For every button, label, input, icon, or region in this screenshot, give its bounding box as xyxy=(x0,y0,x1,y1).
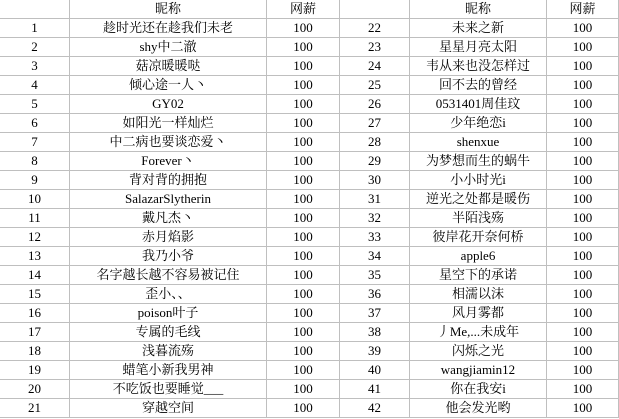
table-row xyxy=(0,342,619,361)
row-number-cell[interactable]: 11 xyxy=(0,209,70,228)
row-number-cell[interactable]: 42 xyxy=(340,399,410,418)
nickname-cell[interactable]: 不吃饭也要睡觉___ xyxy=(70,380,267,399)
corner-header-cell-left[interactable] xyxy=(0,0,70,19)
row-number-cell[interactable]: 10 xyxy=(0,190,70,209)
nickname-cell[interactable]: 风月雾都 xyxy=(410,304,547,323)
nickname-cell[interactable]: 回不去的曾经 xyxy=(410,76,547,95)
nickname-cell[interactable]: 如阳光一样灿烂 xyxy=(70,114,267,133)
row-number-cell[interactable]: 33 xyxy=(340,228,410,247)
salary-cell[interactable]: 100 xyxy=(267,304,340,323)
nickname-cell[interactable]: shy中二澈 xyxy=(70,38,267,57)
nickname-cell[interactable]: wangjiamin12 xyxy=(410,361,547,380)
nickname-cell[interactable]: 我乃小爷 xyxy=(70,247,267,266)
nickname-cell[interactable]: 你在我安i xyxy=(410,380,547,399)
salary-cell[interactable]: 100 xyxy=(267,38,340,57)
table-row xyxy=(0,228,619,247)
nickname-cell[interactable]: SalazarSlytherin xyxy=(70,190,267,209)
nickname-cell[interactable]: 穿越空间 xyxy=(70,399,267,418)
nickname-cell[interactable]: 丿Me,...未成年 xyxy=(410,323,547,342)
row-number-cell[interactable]: 9 xyxy=(0,171,70,190)
nickname-cell[interactable]: 0531401周佳玟 xyxy=(410,95,547,114)
salary-cell[interactable]: 100 xyxy=(547,228,619,247)
salary-cell[interactable]: 100 xyxy=(547,57,619,76)
nickname-cell[interactable]: shenxue xyxy=(410,133,547,152)
row-number-cell[interactable]: 18 xyxy=(0,342,70,361)
row-number-cell[interactable]: 25 xyxy=(340,76,410,95)
row-number-cell[interactable]: 13 xyxy=(0,247,70,266)
nickname-cell[interactable]: 彼岸花开奈何桥 xyxy=(410,228,547,247)
table-row xyxy=(0,171,619,190)
row-number-cell[interactable]: 3 xyxy=(0,57,70,76)
salary-cell[interactable]: 100 xyxy=(547,380,619,399)
nickname-cell[interactable]: 少年绝恋i xyxy=(410,114,547,133)
salary-header-right[interactable]: 网薪 xyxy=(547,0,619,19)
row-number-cell[interactable]: 28 xyxy=(340,133,410,152)
salary-cell[interactable]: 100 xyxy=(547,323,619,342)
row-number-cell[interactable]: 16 xyxy=(0,304,70,323)
row-number-cell[interactable]: 6 xyxy=(0,114,70,133)
nickname-cell[interactable]: 背对背的拥抱 xyxy=(70,171,267,190)
table-row xyxy=(0,95,619,114)
salary-cell[interactable]: 100 xyxy=(547,285,619,304)
nickname-cell[interactable]: 星星月亮太阳 xyxy=(410,38,547,57)
table-row xyxy=(0,114,619,133)
nickname-cell[interactable]: 逆光之处都是暖伤 xyxy=(410,190,547,209)
table-row xyxy=(0,190,619,209)
row-number-cell[interactable]: 31 xyxy=(340,190,410,209)
table-row xyxy=(0,19,619,38)
salary-cell[interactable]: 100 xyxy=(547,266,619,285)
nickname-cell[interactable]: 相濡以沫 xyxy=(410,285,547,304)
salary-cell[interactable]: 100 xyxy=(267,190,340,209)
nickname-cell[interactable]: Forever丶 xyxy=(70,152,267,171)
row-number-cell[interactable]: 5 xyxy=(0,95,70,114)
table-row xyxy=(0,304,619,323)
salary-cell[interactable]: 100 xyxy=(547,38,619,57)
salary-cell[interactable]: 100 xyxy=(267,266,340,285)
row-number-cell[interactable]: 41 xyxy=(340,380,410,399)
table-row xyxy=(0,38,619,57)
header-row xyxy=(0,0,619,19)
row-number-cell[interactable]: 30 xyxy=(340,171,410,190)
nickname-cell[interactable]: 戴凡杰丶 xyxy=(70,209,267,228)
row-number-cell[interactable]: 4 xyxy=(0,76,70,95)
row-number-cell[interactable]: 35 xyxy=(340,266,410,285)
row-number-cell[interactable]: 39 xyxy=(340,342,410,361)
salary-cell[interactable]: 100 xyxy=(267,361,340,380)
nickname-cell[interactable]: 浅暮流殇 xyxy=(70,342,267,361)
row-number-cell[interactable]: 20 xyxy=(0,380,70,399)
nickname-cell[interactable]: 蜡笔小新我男神 xyxy=(70,361,267,380)
row-number-cell[interactable]: 8 xyxy=(0,152,70,171)
table-row xyxy=(0,152,619,171)
salary-cell[interactable]: 100 xyxy=(267,133,340,152)
table-row xyxy=(0,266,619,285)
salary-cell[interactable]: 100 xyxy=(547,133,619,152)
row-number-cell[interactable]: 2 xyxy=(0,38,70,57)
nickname-cell[interactable]: 菇凉暖暖哒 xyxy=(70,57,267,76)
table-row xyxy=(0,57,619,76)
table-row xyxy=(0,209,619,228)
row-number-cell[interactable]: 38 xyxy=(340,323,410,342)
salary-cell[interactable]: 100 xyxy=(267,399,340,418)
row-number-cell[interactable]: 32 xyxy=(340,209,410,228)
salary-cell[interactable]: 100 xyxy=(547,152,619,171)
nickname-cell[interactable]: 为梦想而生的蜗牛 xyxy=(410,152,547,171)
nickname-cell[interactable]: 歪小、、 xyxy=(70,285,267,304)
row-number-cell[interactable]: 34 xyxy=(340,247,410,266)
nickname-cell[interactable]: 韦从来也没怎样过 xyxy=(410,57,547,76)
row-number-cell[interactable]: 14 xyxy=(0,266,70,285)
row-number-cell[interactable]: 7 xyxy=(0,133,70,152)
nickname-cell[interactable]: 专属的毛线 xyxy=(70,323,267,342)
row-number-cell[interactable]: 40 xyxy=(340,361,410,380)
salary-cell[interactable]: 100 xyxy=(547,19,619,38)
salary-cell[interactable]: 100 xyxy=(267,323,340,342)
row-number-cell[interactable]: 1 xyxy=(0,19,70,38)
table-row xyxy=(0,76,619,95)
row-number-cell[interactable]: 23 xyxy=(340,38,410,57)
row-number-cell[interactable]: 36 xyxy=(340,285,410,304)
table-row xyxy=(0,323,619,342)
salary-cell[interactable]: 100 xyxy=(547,399,619,418)
salary-cell[interactable]: 100 xyxy=(547,95,619,114)
salary-cell[interactable]: 100 xyxy=(547,342,619,361)
nickname-cell[interactable]: 未来之新 xyxy=(410,19,547,38)
salary-header-left[interactable]: 网薪 xyxy=(267,0,340,19)
table-row xyxy=(0,380,619,399)
salary-cell[interactable]: 100 xyxy=(267,57,340,76)
row-number-cell[interactable]: 29 xyxy=(340,152,410,171)
salary-cell[interactable]: 100 xyxy=(267,209,340,228)
salary-cell[interactable]: 100 xyxy=(547,114,619,133)
nickname-cell[interactable]: 闪烁之光 xyxy=(410,342,547,361)
nickname-cell[interactable]: GY02 xyxy=(70,95,267,114)
nickname-cell[interactable]: 趁时光还在趁我们未老 xyxy=(70,19,267,38)
table-row xyxy=(0,361,619,380)
nickname-cell[interactable]: 名字越长越不容易被记住 xyxy=(70,266,267,285)
salary-cell[interactable]: 100 xyxy=(267,76,340,95)
salary-cell[interactable]: 100 xyxy=(547,171,619,190)
nickname-cell[interactable]: 倾心途一人丶 xyxy=(70,76,267,95)
corner-header-cell-right[interactable] xyxy=(340,0,410,19)
row-number-cell[interactable]: 15 xyxy=(0,285,70,304)
salary-cell[interactable]: 100 xyxy=(547,304,619,323)
salary-cell[interactable]: 100 xyxy=(547,76,619,95)
row-number-cell[interactable]: 21 xyxy=(0,399,70,418)
nickname-cell[interactable]: poison叶子 xyxy=(70,304,267,323)
row-number-cell[interactable]: 37 xyxy=(340,304,410,323)
table-body xyxy=(0,19,619,418)
row-number-cell[interactable]: 24 xyxy=(340,57,410,76)
salary-cell[interactable]: 100 xyxy=(547,361,619,380)
nickname-cell[interactable]: 半陌浅殇 xyxy=(410,209,547,228)
row-number-cell[interactable]: 26 xyxy=(340,95,410,114)
salary-cell[interactable]: 100 xyxy=(267,171,340,190)
table-row xyxy=(0,285,619,304)
salary-cell[interactable]: 100 xyxy=(267,152,340,171)
nickname-cell[interactable]: 小小时光i xyxy=(410,171,547,190)
row-number-cell[interactable]: 27 xyxy=(340,114,410,133)
nickname-cell[interactable]: 星空下的承诺 xyxy=(410,266,547,285)
salary-cell[interactable]: 100 xyxy=(267,19,340,38)
row-number-cell[interactable]: 22 xyxy=(340,19,410,38)
salary-cell[interactable]: 100 xyxy=(267,247,340,266)
salary-cell[interactable]: 100 xyxy=(547,190,619,209)
table-row xyxy=(0,247,619,266)
row-number-cell[interactable]: 17 xyxy=(0,323,70,342)
nickname-cell[interactable]: apple6 xyxy=(410,247,547,266)
row-number-cell[interactable]: 19 xyxy=(0,361,70,380)
salary-cell[interactable]: 100 xyxy=(267,342,340,361)
salary-cell[interactable]: 100 xyxy=(547,209,619,228)
nickname-cell[interactable]: 中二病也要谈恋爱丶 xyxy=(70,133,267,152)
nickname-cell[interactable]: 赤月焰影 xyxy=(70,228,267,247)
row-number-cell[interactable]: 12 xyxy=(0,228,70,247)
salary-cell[interactable]: 100 xyxy=(267,285,340,304)
nickname-header-left[interactable]: 昵称 xyxy=(70,0,267,19)
salary-cell[interactable]: 100 xyxy=(267,95,340,114)
nickname-header-right[interactable]: 昵称 xyxy=(410,0,547,19)
nickname-cell[interactable]: 他会发光哟 xyxy=(410,399,547,418)
table-row xyxy=(0,133,619,152)
salary-cell[interactable]: 100 xyxy=(547,247,619,266)
table-row xyxy=(0,399,619,418)
salary-cell[interactable]: 100 xyxy=(267,380,340,399)
salary-cell[interactable]: 100 xyxy=(267,114,340,133)
salary-cell[interactable]: 100 xyxy=(267,228,340,247)
